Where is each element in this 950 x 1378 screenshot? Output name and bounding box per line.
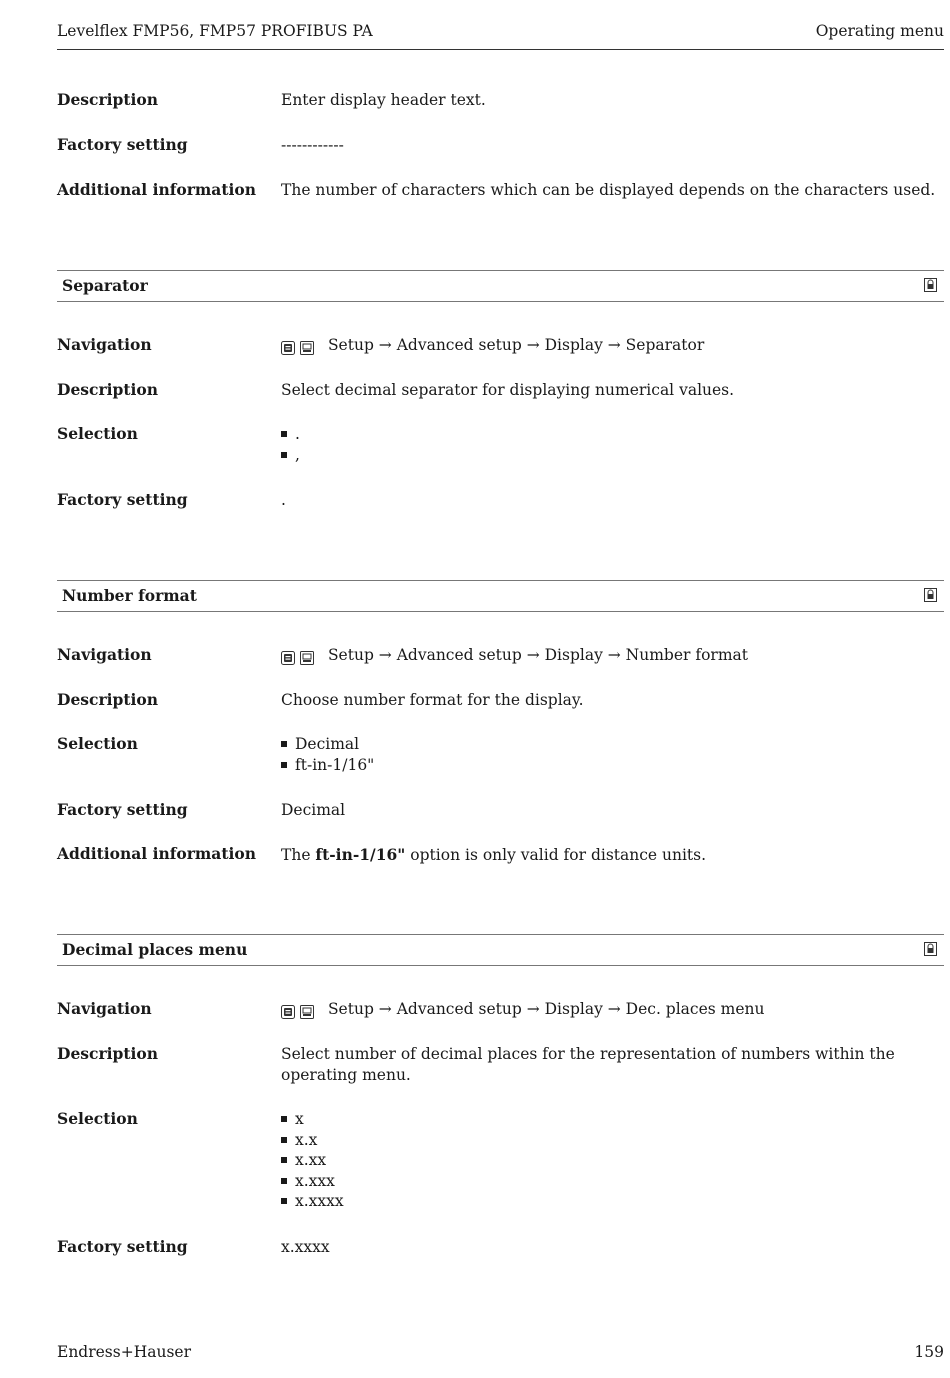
list-item: x.xx (281, 1150, 944, 1171)
navigation-path: Setup → Advanced setup → Display → Separator (327, 336, 705, 354)
company-name: Endress+Hauser (57, 1343, 191, 1361)
selection-list (281, 734, 944, 775)
section-title: Number format (62, 586, 197, 605)
description-label: Description (57, 380, 159, 399)
display-operation-icon (281, 651, 295, 665)
description-value: Choose number format for the display. (281, 691, 584, 709)
menu-icon (300, 651, 314, 665)
header-section: Operating menu (815, 22, 944, 40)
section-title: Separator (62, 276, 148, 295)
factory-setting-value: x.xxxx (281, 1238, 330, 1256)
factory-setting-value: Decimal (281, 801, 346, 819)
page-header (57, 22, 944, 50)
description-value: Select decimal separator for displaying numerical values. (281, 381, 735, 399)
selection-label: Selection (57, 734, 138, 753)
navigation-label: Navigation (57, 999, 152, 1018)
display-operation-icon (281, 1005, 295, 1019)
lock-icon (924, 278, 937, 292)
list-item: x.xxxx (281, 1191, 944, 1212)
navigation-path: Setup → Advanced setup → Display → Dec. places menu (327, 1000, 765, 1018)
document-title: Levelflex FMP56, FMP57 PROFIBUS PA (57, 22, 373, 40)
factory-setting-label: Factory setting (57, 490, 188, 509)
list-item: x (281, 1109, 944, 1130)
factory-setting-label: Factory setting (57, 800, 188, 819)
section-title: Decimal places menu (62, 940, 248, 959)
list-item: . (281, 424, 944, 445)
selection-label: Selection (57, 1109, 138, 1128)
description-label: Description (57, 1044, 159, 1063)
list-item: x.x (281, 1130, 944, 1151)
list-item: , (281, 445, 944, 466)
lock-icon (924, 588, 937, 602)
additional-info-label: Additional information (57, 180, 257, 199)
factory-setting-label: Factory setting (57, 1237, 188, 1256)
page-number: 159 (914, 1343, 944, 1361)
section-decimal-places-menu (57, 934, 944, 966)
additional-info-value: The number of characters which can be displayed depends on the characters used. (281, 181, 936, 199)
selection-label: Selection (57, 424, 138, 443)
navigation-label: Navigation (57, 335, 152, 354)
display-operation-icon (281, 341, 295, 355)
description-label: Description (57, 690, 159, 709)
option-name: ft-in-1/16" (315, 845, 406, 864)
section-separator (57, 270, 944, 302)
factory-setting-label: Factory setting (57, 135, 188, 154)
menu-icon (300, 1005, 314, 1019)
description-value: Enter display header text. (281, 91, 486, 109)
factory-setting-value: ------------ (281, 136, 344, 154)
list-item: x.xxx (281, 1171, 944, 1192)
additional-info-label: Additional information (57, 844, 257, 863)
navigation-label: Navigation (57, 645, 152, 664)
list-item: Decimal (281, 734, 944, 755)
lock-icon (924, 942, 937, 956)
menu-icon (300, 341, 314, 355)
selection-list (281, 424, 944, 465)
additional-info-value: The ft-in-1/16" option is only valid for distance units. (281, 845, 707, 864)
navigation-path: Setup → Advanced setup → Display → Number format (327, 646, 748, 664)
factory-setting-value: . (281, 491, 286, 509)
selection-list (281, 1109, 944, 1212)
description-value: Select number of decimal places for the representation of numbers within the operating menu. (281, 1045, 895, 1084)
list-item: ft-in-1/16" (281, 755, 944, 776)
description-label: Description (57, 90, 159, 109)
section-number-format (57, 580, 944, 612)
